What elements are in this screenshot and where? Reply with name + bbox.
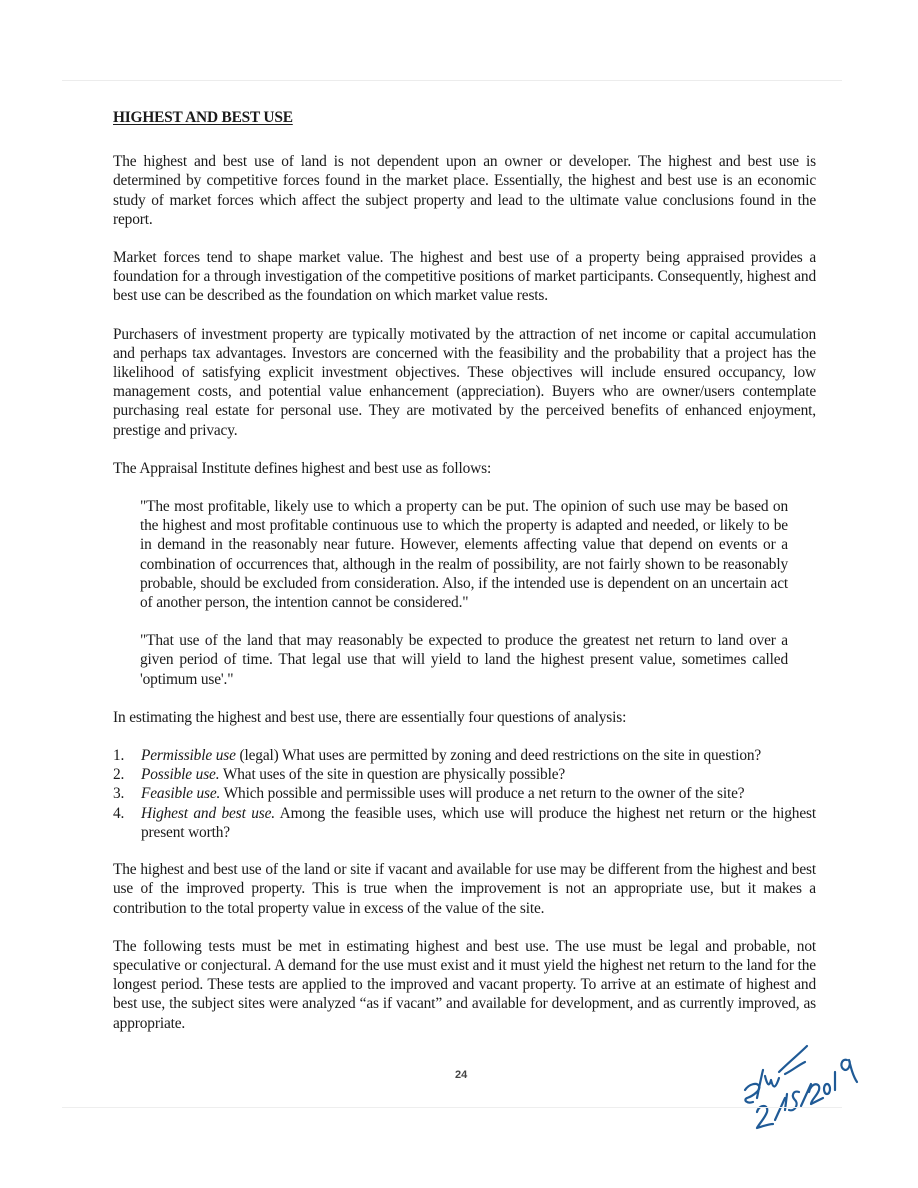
paragraph-purchasers: Purchasers of investment property are typically motivated by the attraction of net income or capital accumulation and perhaps tax advantages. Investors are concerned with the feasibility and the probability that a project has the likelihood of satisfying explicit investment objectives. These objectives will include ensured occupancy, low management costs, and potential value enhancement (appreciation). Buyers who are owner/users contemplate purchasing real estate for personal use. They are motivated by the perceived benefits of enhanced enjoyment, prestige and privacy. [113, 325, 816, 439]
list-item-text: Which possible and permissible uses will produce a net return to the owner of the site? [220, 785, 745, 803]
footer-rule [62, 1107, 842, 1108]
list-item [113, 746, 816, 765]
list-item-term: Highest and best use. [141, 804, 275, 822]
list-item [113, 784, 816, 803]
header-rule [62, 80, 842, 81]
list-item-number: 1. [113, 747, 125, 765]
paragraph-tests: The following tests must be met in estimating highest and best use. The use must be legal and probable, not speculative or conjectural. A demand for the use must exist and it must yield the highest net return to the land for the longest period. These tests are applied to the improved and vacant property. To arrive at an estimate of highest and best use, the subject sites were analyzed “as if vacant” and available for development, and as currently improved, as appropriate. [113, 937, 816, 1032]
list-item-text: Among the feasible uses, which use will produce the highest net return or the highest present worth? [141, 804, 816, 841]
paragraph-appraisal-institute: The Appraisal Institute defines highest and best use as follows: [113, 459, 492, 477]
paragraph-intro: The highest and best use of land is not dependent upon an owner or developer. The highest and best use is determined by competitive forces found in the market place. Essentially, the highest and best use is an economic study of market forces which affect the subject property and lead to the ultimate value conclusions found in the report. [113, 153, 816, 228]
signature-ink-icon [735, 1032, 875, 1142]
list-item-text: What uses of the site in question are physically possible? [219, 766, 566, 784]
paragraph-list-intro: In estimating the highest and best use, there are essentially four questions of analysis: [113, 708, 627, 726]
list-item [113, 765, 816, 784]
list-item [113, 804, 816, 842]
document-body [113, 108, 816, 1052]
list-item-number: 2. [113, 766, 125, 784]
page-number: 24 [455, 1069, 468, 1081]
section-heading: HIGHEST AND BEST USE [113, 109, 293, 126]
list-item-term: Possible use. [141, 766, 220, 784]
definition-quote-2: "That use of the land that may reasonably be expected to produce the greatest net return to land over a given period of time. That legal use that will yield to land the highest present value, sometimes called 'optimum use'." [140, 632, 788, 688]
list-item-number: 3. [113, 785, 125, 803]
list-item-term: Feasible use. [141, 785, 221, 803]
list-item-text: (legal) What uses are permitted by zoning and deed restrictions on the site in question? [235, 747, 762, 765]
list-item-term: Permissible use [141, 747, 236, 765]
handwritten-signature [735, 1032, 875, 1142]
analysis-questions-list [113, 746, 816, 842]
paragraph-vacant-vs-improved: The highest and best use of the land or site if vacant and available for use may be different from the highest and best use of the improved property. This is true when the improvement is not an appropriate use, but it makes a contribution to the total property value in excess of the value of the site. [113, 861, 816, 917]
list-item-number: 4. [113, 804, 125, 822]
paragraph-market-forces: Market forces tend to shape market value. The highest and best use of a property being appraised provides a foundation for a through investigation of the competitive positions of market participants. Consequently, highest and best use can be described as the foundation on which market value rests. [113, 249, 816, 305]
definition-quote-1: "The most profitable, likely use to which a property can be put. The opinion of such use may be based on the highest and most profitable continuous use to which the property is adapted and needed, or likely to be in demand in the reasonably near future. However, elements affecting value that depend on events or a combination of occurrences that, although in the realm of possibility, are not fairly shown to be reasonably probable, should be excluded from consideration. Also, if the intended use is dependent on an uncertain act of another person, the intention cannot be considered." [140, 498, 788, 612]
